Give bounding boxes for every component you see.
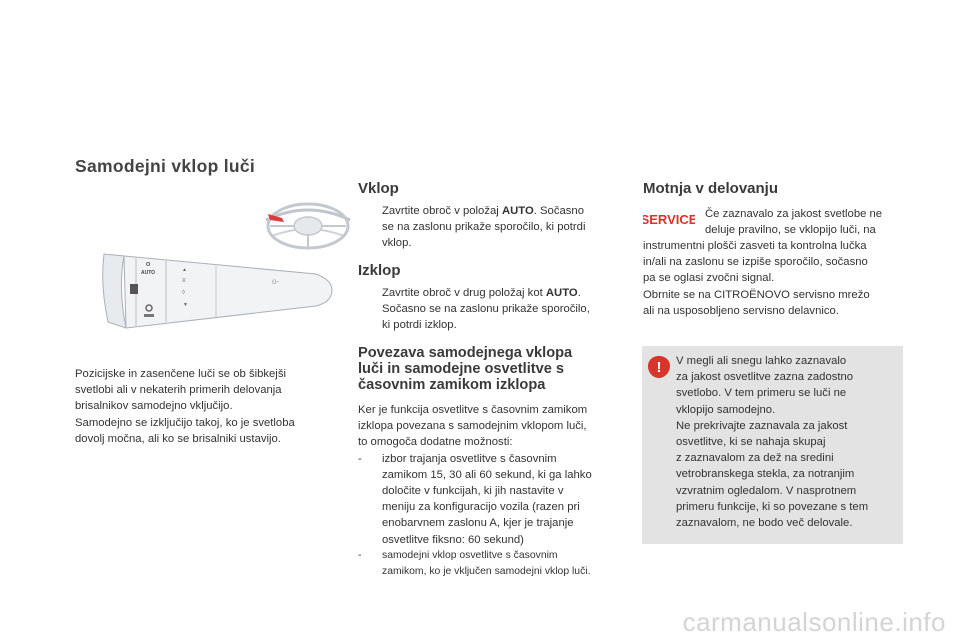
stalk-label-o: O: [146, 262, 151, 268]
povezava-intro-line: Ker je funkcija osvetlitve s časovnim zamikom: [358, 404, 588, 416]
motnja-line: in/ali na zaslonu se izpiše sporočilo, sočasno: [643, 256, 868, 269]
warning-line: vzvratnim ogledalom. V nasprotnem: [676, 484, 857, 497]
intro-line: dovolj močna, ali ko se brisalniki ustavijo.: [75, 432, 281, 445]
intro-line: svetlobi ali v nekaterih primerih delovanja: [75, 384, 282, 397]
warning-line: osvetlitve, ki se nahaja skupaj: [676, 436, 826, 449]
motnja-heading: Motnja v delovanju: [643, 180, 779, 197]
motnja-line: instrumentni plošči zasveti ta kontrolna lučka: [643, 240, 867, 252]
motnja-body: [643, 238, 905, 319]
service-lamp-icon: [643, 208, 695, 230]
option-line: enobarvnem zaslonu A, kjer je trajanje: [382, 517, 574, 530]
povezava-heading-line: časovnim zamikom izklopa: [358, 377, 546, 393]
warning-line: svetlobo. V tem primeru se luči ne: [676, 387, 847, 400]
warning-exclamation-icon: [646, 354, 672, 380]
watermark: carmanualsonline.info: [682, 607, 946, 637]
povezava-heading: [358, 345, 628, 393]
motnja-line: deluje pravilno, se vklopijo luči, na: [705, 224, 876, 237]
warning-line: Ne prekrivajte zaznavala za jakost: [676, 419, 848, 432]
svg-text:o-: o-: [272, 277, 280, 286]
povezava-heading-line: luči in samodejne osvetlitve s: [358, 361, 565, 377]
povezava-heading-line: Povezava samodejnega vklopa: [358, 345, 573, 361]
svg-text:≡: ≡: [182, 278, 186, 284]
izklop-text: [382, 285, 618, 334]
option-line: meniju za konfiguracijo vozila (razen pri: [382, 501, 580, 514]
vklop-line1-pre: Zavrtite obroč v položaj: [382, 205, 502, 217]
warning-symbol: !: [656, 359, 662, 376]
warning-line: z zaznavalom za dež na sredini: [676, 452, 834, 465]
dash-marker: -: [358, 549, 362, 561]
vklop-text: [382, 203, 618, 252]
option-line: zamikom 15, 30 ali 60 sekund, ki ga lahko: [382, 468, 592, 481]
warning-text: [676, 353, 898, 531]
service-warning-icon: [643, 208, 695, 230]
option-line: samodejni vklop osvetlitve s časovnim: [382, 549, 558, 561]
dash-marker: -: [358, 452, 362, 465]
warning-line: zaznavalom, ne bodo več delovale.: [676, 517, 853, 530]
option-line: zamikom, ko je vključen samodejni vklop luči.: [382, 566, 591, 578]
page-title: Samodejni vklop luči: [75, 156, 256, 176]
option-line: izbor trajanja osvetlitve s časovnim: [382, 452, 557, 465]
warning-box: [642, 346, 903, 544]
vklop-line2: se na zaslonu prikaže sporočilo, ki potrdi: [382, 221, 586, 234]
intro-line: Samodejno se izključijo takoj, ko je svetloba: [75, 416, 295, 429]
vklop-heading: Vklop: [358, 180, 399, 197]
warning-line: vetrobranskega stekla, za notranjim: [676, 468, 855, 481]
motnja-line: Obrnite se na CITROËNOVO servisno mrežo: [643, 288, 870, 301]
izklop-line3: ki potrdi izklop.: [382, 319, 457, 332]
izklop-line2: Sočasno se na zaslonu prikaže sporočilo,: [382, 303, 590, 316]
warning-line: primeru funkcije, ki so povezane s tem: [676, 500, 869, 513]
intro-line: brisalnikov samodejno vključijo.: [75, 400, 233, 413]
svg-text:▲: ▲: [182, 267, 187, 273]
motnja-line: Če zaznavalo za jakost svetlobe ne: [705, 208, 883, 220]
option-line: osvetlitve fiksno: 60 sekund): [382, 533, 524, 546]
warning-line: za jakost osvetlitve zazna zadostno: [676, 371, 854, 384]
intro-line: Pozicijske in zasenčene luči se ob šibkejši: [75, 368, 286, 380]
motnja-line: pa se oglasi zvočni signal.: [643, 272, 775, 285]
povezava-option-2: [358, 548, 628, 580]
izklop-line1-pre: Zavrtite obroč v drug položaj kot: [382, 287, 546, 299]
vklop-line3: vklop.: [382, 237, 412, 250]
motnja-line: ali na usposobljeno servisno delavnico.: [643, 304, 839, 317]
warning-line: vklopijo samodejno.: [676, 403, 776, 416]
motnja-beside-icon: [705, 206, 905, 238]
vklop-auto-keyword: AUTO: [501, 205, 534, 217]
vklop-instruction: [358, 203, 618, 252]
povezava-option-1: [358, 451, 628, 548]
light-stalk-illustration: [96, 244, 344, 334]
izklop-auto-keyword: AUTO: [545, 287, 578, 299]
izklop-line1-post: .: [577, 287, 581, 299]
stalk-label-auto: AUTO: [141, 270, 156, 276]
izklop-instruction: [358, 285, 618, 334]
intro-paragraph: [75, 366, 335, 447]
vklop-line1-post: . Sočasno: [533, 205, 584, 217]
povezava-body: [358, 402, 628, 580]
povezava-intro-line: to omogoča dodatne možnosti:: [358, 436, 513, 449]
svg-text:◊: ◊: [182, 290, 185, 296]
service-label: SERVICE: [643, 212, 695, 227]
svg-text:▼: ▼: [183, 302, 188, 308]
izklop-heading: Izklop: [358, 262, 401, 279]
povezava-intro-line: izklopa povezana s samodejnim vklopom luči,: [358, 420, 587, 433]
warning-line: V megli ali snegu lahko zaznavalo: [676, 355, 847, 367]
option-line: določite v funkcijah, ki jih nastavite v: [382, 485, 564, 498]
